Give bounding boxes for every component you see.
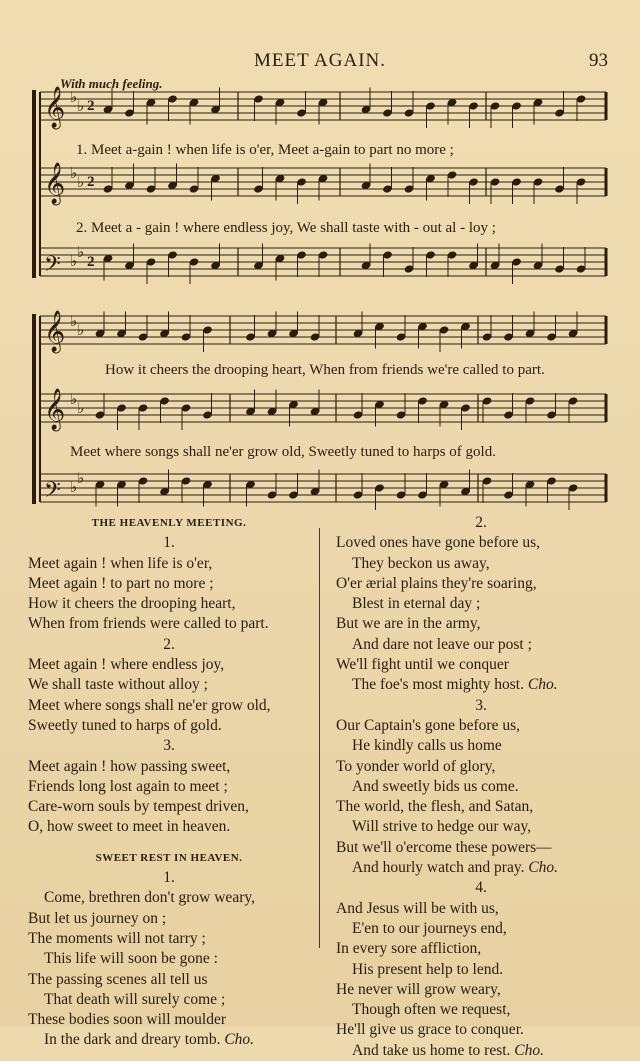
verse-line [336,554,626,574]
line-text: He never will grow weary, [336,980,501,998]
verse-line [336,1000,626,1020]
line-text: SWEET REST IN HEAVEN. [95,851,243,864]
verse-line [28,574,310,594]
verse-number [28,868,310,888]
line-text: 4. [475,879,487,897]
verse-line [28,757,310,777]
line-text: But we are in the army, [336,615,481,633]
verse-line [336,533,626,553]
verse-line [336,614,626,634]
line-text: When from friends were called to part. [28,615,269,633]
time-signature: 2 [87,98,95,114]
chorus-mark: Cho. [528,859,559,877]
line-text: In the dark and dreary tomb. [44,1031,221,1049]
lyric-line-s2-v1: How it cheers the drooping heart, When from friends we're called to part. [105,362,545,378]
verse-line [28,990,310,1010]
verse-line [336,655,626,675]
line-text: Loved ones have gone before us, [336,534,541,552]
verse-number [336,696,626,716]
verse-line [28,909,310,929]
line-text: Friends long lost again to meet ; [28,777,228,795]
line-text: To yonder world of glory, [336,757,496,775]
verse-line [336,594,626,614]
flat-icon: ♭ [70,166,78,182]
verse-line [336,1041,626,1061]
line-text: Come, brethren don't grow weary, [44,889,255,907]
verse-line [336,757,626,777]
treble-clef-icon: 𝄞 [44,87,66,128]
line-text: And Jesus will be with us, [336,899,499,917]
page-title: MEET AGAIN. [253,50,387,71]
verse-line [336,777,626,797]
section-heading [28,513,310,533]
line-text: But let us journey on ; [28,909,167,927]
lyric-line-s1-v1: 1. Meet a-gain ! when life is o'er, Meet a-gain to part no more ; [76,142,454,158]
tempo-marking: With much feeling. [60,76,163,91]
chorus-mark: Cho. [224,1031,255,1049]
line-text: Though often we request, [352,1001,511,1019]
flat-icon: ♭ [77,99,85,115]
line-text: That death will surely come ; [44,990,226,1008]
verse-line [336,675,626,695]
column-divider [319,528,320,948]
system-brace [32,90,36,278]
verse-line [28,797,310,817]
line-text: O, how sweet to meet in heaven. [28,818,231,836]
lyric-line-s1-v2: 2. Meet a - gain ! where endless joy, We shall taste with - out al - loy ; [76,220,496,236]
verse-line [28,970,310,990]
line-text: And dare not leave our post ; [352,635,532,653]
verse-line [336,716,626,736]
line-text: 1. [163,534,175,552]
verse-line [336,858,626,878]
verse-line [336,797,626,817]
line-text: His present help to lend. [352,960,504,978]
line-text: But we'll o'ercome these powers— [336,838,552,856]
line-text: Meet again ! where endless joy, [28,656,225,674]
verse-line [28,696,310,716]
flat-icon: ♭ [70,254,78,270]
line-text: This life will soon be gone : [44,950,218,968]
line-text: The moments will not tarry ; [28,929,206,947]
flat-icon: ♭ [77,471,85,487]
line-text: O'er ærial plains they're soaring, [336,574,537,592]
line-text: The passing scenes all tell us [28,970,208,988]
bass-clef-icon: 𝄢 [44,478,61,508]
line-text: 2. [475,514,487,531]
verse-line [28,655,310,675]
line-text: Meet again ! when life is o'er, [28,554,213,572]
line-text: Meet again ! how passing sweet, [28,757,231,775]
treble-clef-icon: 𝄞 [44,311,66,352]
line-text: The world, the flesh, and Satan, [336,798,534,816]
line-text: 1. [163,869,175,887]
flat-icon: ♭ [77,401,85,417]
line-text: Sweetly tuned to harps of gold. [28,716,222,734]
line-text: In every sore affliction, [336,940,482,958]
verse-line [28,949,310,969]
spacer [28,838,310,848]
line-text: E'en to our journeys end, [352,919,507,937]
line-text: We'll fight until we conquer [336,656,509,674]
bass-clef-icon: 𝄢 [44,252,61,282]
verse-line [336,939,626,959]
line-text: 3. [475,696,487,714]
verse-line [28,817,310,837]
chorus-mark: Cho. [514,1041,545,1059]
line-text: THE HEAVENLY MEETING. [91,517,247,529]
verse-line [28,929,310,949]
flat-icon: ♭ [70,314,78,330]
line-text: And hourly watch and pray. [352,859,525,877]
verse-line [336,899,626,919]
treble-clef-icon: 𝄞 [44,389,66,430]
line-text: These bodies soon will moulder [28,1011,227,1029]
line-text: They beckon us away, [352,554,490,572]
verse-number [336,878,626,898]
verse-line [28,554,310,574]
verse-line [28,716,310,736]
flat-icon: ♭ [77,175,85,191]
line-text: He'll give us grace to conquer. [336,1021,524,1039]
verse-number [28,736,310,756]
verse-line [28,1010,310,1030]
verse-line [336,980,626,1000]
chorus-mark: Cho. [527,676,558,694]
right-text-column [336,513,626,1061]
verse-line [336,574,626,594]
flat-icon: ♭ [70,90,78,106]
treble-clef-icon: 𝄞 [44,163,66,204]
flat-icon: ♭ [77,245,85,261]
line-text: He kindly calls us home [352,737,502,755]
flat-icon: ♭ [70,480,78,496]
line-text: The foe's most mighty host. [352,676,524,694]
section-heading [28,848,310,868]
line-text: Our Captain's gone before us, [336,716,521,734]
system-brace [32,314,36,504]
line-text: And take us home to rest. [352,1041,511,1059]
verse-line [336,817,626,837]
flat-icon: ♭ [77,323,85,339]
verse-number [28,635,310,655]
time-signature: 2 [87,174,95,190]
line-text: Blest in eternal day ; [352,595,481,613]
verse-line [28,594,310,614]
line-text: Meet again ! to part no more ; [28,574,214,592]
left-text-column [28,513,310,1051]
time-signature: 2 [87,254,95,270]
verse-line [28,614,310,634]
line-text: 3. [163,737,175,755]
verse-line [336,635,626,655]
verse-line [336,1020,626,1040]
line-text: We shall taste without alloy ; [28,676,208,694]
line-text: And sweetly bids us come. [352,777,519,795]
verse-line [28,675,310,695]
verse-line [336,736,626,756]
music-score [0,0,640,520]
flat-icon: ♭ [70,392,78,408]
line-text: How it cheers the drooping heart, [28,595,236,613]
verse-line [28,1030,310,1050]
verse-line [336,838,626,858]
line-text: Meet where songs shall ne'er grow old, [28,696,271,714]
verse-line [336,919,626,939]
lyric-line-s2-v2: Meet where songs shall ne'er grow old, Sweetly tuned to harps of gold. [70,444,496,460]
verse-line [28,888,310,908]
line-text: Will strive to hedge our way, [352,818,532,836]
page-number: 93 [589,50,608,71]
line-text: Care-worn souls by tempest driven, [28,798,249,816]
verse-line [336,960,626,980]
verse-number [28,533,310,553]
line-text: 2. [163,635,175,653]
verse-number [336,513,626,533]
verse-line [28,777,310,797]
